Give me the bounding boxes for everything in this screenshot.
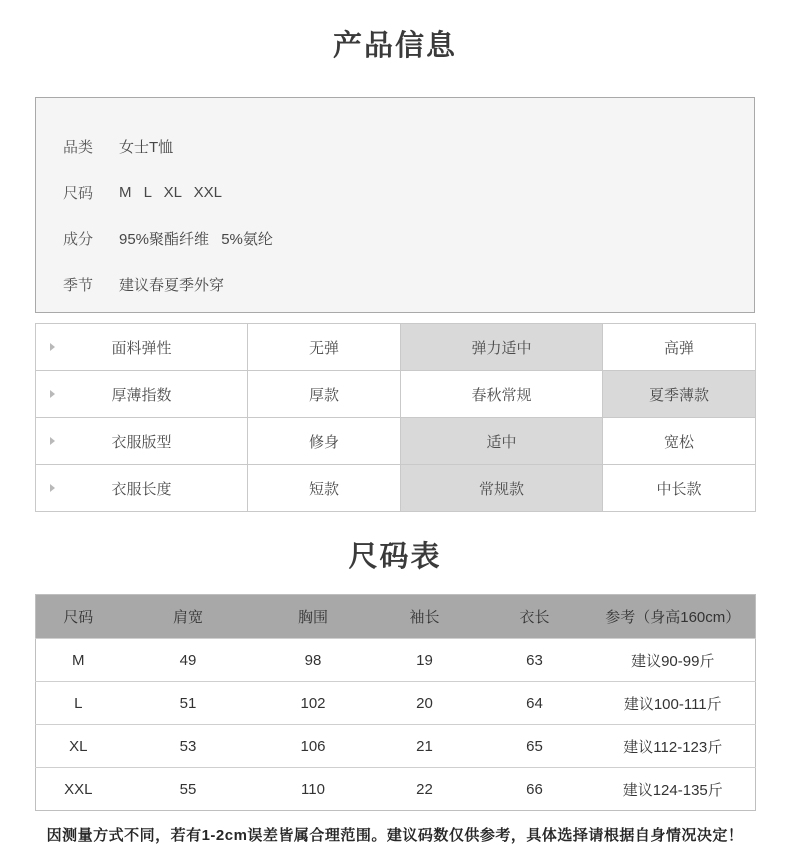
info-label: 成分 bbox=[63, 230, 94, 248]
size-table-cell: 64 bbox=[479, 682, 591, 725]
info-row-season bbox=[63, 261, 754, 307]
size-table-cell: 66 bbox=[479, 768, 591, 811]
size-table-cell: 22 bbox=[371, 768, 479, 811]
size-table-cell: 建议124-135斤 bbox=[591, 768, 756, 811]
size-table-cell: 55 bbox=[121, 768, 256, 811]
size-table-cell: 110 bbox=[256, 768, 371, 811]
attribute-option-cell: 弹力适中 bbox=[401, 324, 603, 371]
size-table-cell: 19 bbox=[371, 639, 479, 682]
size-table-row bbox=[36, 682, 756, 725]
size-table-cell: 21 bbox=[371, 725, 479, 768]
size-table-cell: 106 bbox=[256, 725, 371, 768]
attribute-option-cell: 无弹 bbox=[248, 324, 401, 371]
attribute-label-cell bbox=[36, 418, 248, 465]
attribute-label: 衣服长度 bbox=[111, 480, 172, 498]
attribute-option-cell: 短款 bbox=[248, 465, 401, 512]
measurement-note: 因测量方式不同，若有1-2cm误差皆属合理范围。建议码数仅供参考，具体选择请根据自身情况决定！ bbox=[46, 827, 744, 844]
size-table-cell: 20 bbox=[371, 682, 479, 725]
attribute-label-cell bbox=[36, 324, 248, 371]
size-table-header-cell: 胸围 bbox=[256, 595, 371, 639]
right-triangle-icon bbox=[50, 437, 55, 445]
size-table-cell: 53 bbox=[121, 725, 256, 768]
product-detail-section bbox=[35, 0, 755, 845]
size-table-cell: XXL bbox=[36, 768, 121, 811]
info-row-category bbox=[63, 123, 754, 169]
attribute-label: 衣服版型 bbox=[111, 433, 172, 451]
attribute-row bbox=[36, 465, 756, 512]
size-table-cell: 建议100-111斤 bbox=[591, 682, 756, 725]
attribute-option-cell: 修身 bbox=[248, 418, 401, 465]
size-table-row bbox=[36, 725, 756, 768]
size-table-header-cell: 袖长 bbox=[371, 595, 479, 639]
size-table-cell: XL bbox=[36, 725, 121, 768]
info-value: 建议春夏季外穿 bbox=[119, 276, 225, 294]
attribute-label-cell bbox=[36, 371, 248, 418]
info-row-composition bbox=[63, 215, 754, 261]
size-table-cell: 51 bbox=[121, 682, 256, 725]
size-chart-title: 尺码表 bbox=[348, 541, 442, 573]
size-table-header-cell: 尺码 bbox=[36, 595, 121, 639]
size-table-cell: 建议112-123斤 bbox=[591, 725, 756, 768]
attributes-table bbox=[35, 323, 756, 512]
size-table-cell: 建议90-99斤 bbox=[591, 639, 756, 682]
info-value: M L XL XXL bbox=[119, 183, 222, 201]
size-table-row bbox=[36, 768, 756, 811]
size-table-cell: 49 bbox=[121, 639, 256, 682]
attribute-option-cell: 常规款 bbox=[401, 465, 603, 512]
size-table-cell: M bbox=[36, 639, 121, 682]
info-value: 95%聚酯纤维 5%氨纶 bbox=[119, 230, 273, 248]
attribute-row bbox=[36, 324, 756, 371]
size-table-cell: 98 bbox=[256, 639, 371, 682]
attribute-label: 厚薄指数 bbox=[111, 386, 172, 404]
info-label: 品类 bbox=[63, 138, 94, 156]
size-table-header-cell: 衣长 bbox=[479, 595, 591, 639]
size-table bbox=[35, 594, 756, 811]
attribute-option-cell: 夏季薄款 bbox=[603, 371, 756, 418]
size-table-cell: 63 bbox=[479, 639, 591, 682]
attribute-row bbox=[36, 418, 756, 465]
attribute-label: 面料弹性 bbox=[111, 339, 172, 357]
attribute-option-cell: 厚款 bbox=[248, 371, 401, 418]
page-title: 产品信息 bbox=[332, 30, 457, 62]
size-table-row bbox=[36, 639, 756, 682]
size-table-cell: L bbox=[36, 682, 121, 725]
size-table-cell: 65 bbox=[479, 725, 591, 768]
attribute-option-cell: 适中 bbox=[401, 418, 603, 465]
attribute-option-cell: 高弹 bbox=[603, 324, 756, 371]
attribute-row bbox=[36, 371, 756, 418]
info-value: 女士T恤 bbox=[119, 138, 174, 156]
size-table-cell: 102 bbox=[256, 682, 371, 725]
info-label: 季节 bbox=[63, 276, 94, 294]
attribute-option-cell: 春秋常规 bbox=[401, 371, 603, 418]
attribute-option-cell: 中长款 bbox=[603, 465, 756, 512]
size-table-header-row bbox=[36, 595, 756, 639]
product-info-box bbox=[35, 97, 755, 313]
right-triangle-icon bbox=[50, 484, 55, 492]
attribute-option-cell: 宽松 bbox=[603, 418, 756, 465]
info-row-sizes bbox=[63, 169, 754, 215]
attribute-label-cell bbox=[36, 465, 248, 512]
size-table-header-cell: 肩宽 bbox=[121, 595, 256, 639]
info-label: 尺码 bbox=[63, 184, 94, 202]
right-triangle-icon bbox=[50, 390, 55, 398]
size-table-header-cell: 参考（身高160cm） bbox=[591, 595, 756, 639]
right-triangle-icon bbox=[50, 343, 55, 351]
